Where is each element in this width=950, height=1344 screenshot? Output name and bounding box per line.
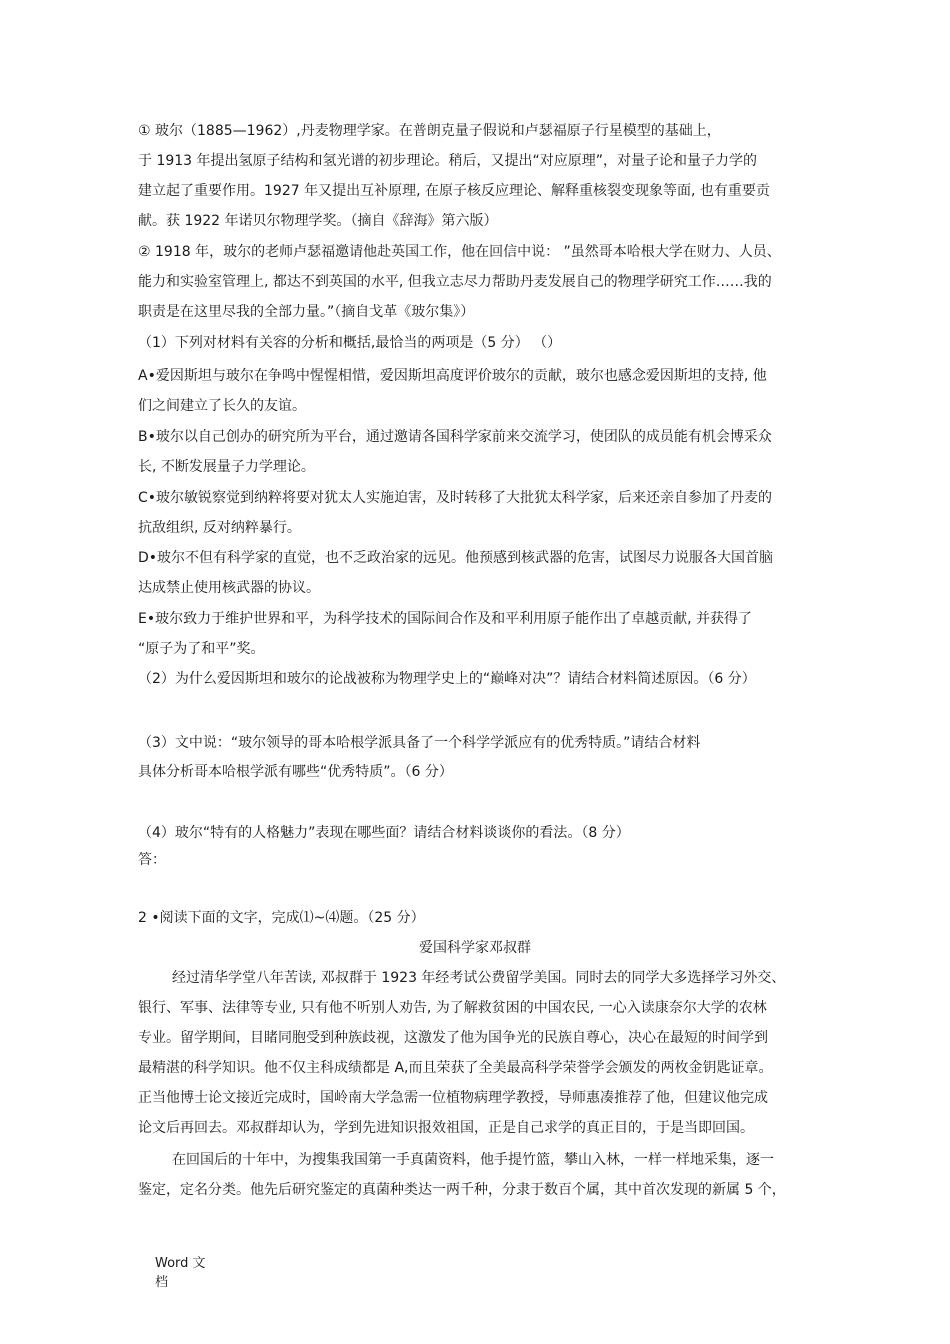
paragraph-1-line-2: 银行、军事、法律等专业, 只有他不听别人劝告, 为了解救贫困的中国农民, 一心入读康奈尔大学的农林 bbox=[138, 1000, 767, 1016]
material-2-line-3: 职责是在这里尽我的全部力量。”（摘自戈革《玻尔集》） bbox=[138, 304, 475, 320]
material-1-line-4: 献。获 1922 年诺贝尔物理学奖。（摘自《辞海》第六版） bbox=[138, 213, 498, 229]
question-2-stem: （2）为什么爱因斯坦和玻尔的论战被称为物理学史上的“巅峰对决”？请结合材料简述原因。（6 分） bbox=[138, 671, 756, 687]
material-2-line-1: ② 1918 年，玻尔的老师卢瑟福邀请他赴英国工作，他在回信中说： ”虽然哥本哈根大学在财力、人员、 bbox=[138, 244, 781, 260]
option-c-line-2: 抗敌组织, 反对纳粹暴行。 bbox=[138, 520, 301, 536]
footer-label-line-1: Word 文 bbox=[155, 1256, 206, 1271]
section-2-heading: 2 •阅读下面的文字，完成⑴~⑷题。（25 分） bbox=[138, 910, 425, 926]
option-a-line-1: A•爱因斯坦与玻尔在争鸣中惺惺相惜，爱因斯坦高度评价玻尔的贡献，玻尔也感念爱因斯坦的支持, 他 bbox=[138, 368, 767, 384]
option-b-line-2: 长, 不断发展量子力学理论。 bbox=[138, 459, 315, 475]
question-1-stem: （1）下列对材料有关容的分析和概括,最恰当的两项是（5 分） （） bbox=[138, 335, 562, 351]
article-title: 爱国科学家邓叔群 bbox=[419, 940, 531, 956]
paragraph-2-line-2: 鉴定，定名分类。他先后研究鉴定的真菌种类达一两千种，分隶于数百个属，其中首次发现的新属 5 个， bbox=[138, 1182, 786, 1198]
paragraph-2-line-1: 在回国后的十年中，为搜集我国第一手真菌资料，他手提竹篮，攀山入林，一样一样地采集，逐一 bbox=[172, 1152, 774, 1168]
footer-label-line-2: 档 bbox=[155, 1275, 169, 1290]
material-1-line-2: 于 1913 年提出氢原子结构和氢光谱的初步理论。稍后，又提出“对应原理”，对量子论和量子力学的 bbox=[138, 153, 758, 169]
paragraph-1-line-3: 专业。留学期间，目睹同胞受到种族歧视，这激发了他为国争光的民族自尊心，决心在最短的时间学到 bbox=[138, 1030, 768, 1046]
paragraph-1-line-5: 正当他博士论文接近完成时，国岭南大学急需一位植物病理学教授，导师惠凑推荐了他，但建议他完成 bbox=[138, 1090, 768, 1106]
option-a-line-2: 们之间建立了长久的友谊。 bbox=[138, 398, 306, 414]
question-3-line-1: （3）文中说：“玻尔领导的哥本哈根学派具备了一个科学学派应有的优秀特质。”请结合材料 bbox=[138, 735, 701, 751]
paragraph-1-line-1: 经过清华学堂八年苦读, 邓叔群于 1923 年经考试公费留学美国。同时去的同学大多选择学习外交、 bbox=[172, 970, 786, 986]
question-4-stem: （4）玻尔“特有的人格魅力”表现在哪些面？请结合材料谈谈你的看法。（8 分） bbox=[138, 825, 630, 841]
option-d-line-1: D•玻尔不但有科学家的直觉，也不乏政治家的远见。他预感到核武器的危害，试图尽力说服各大国首脑 bbox=[138, 550, 774, 566]
option-c-line-1: C•玻尔敏锐察觉到纳粹将要对犹太人实施迫害，及时转移了大批犹太科学家，后来还亲自参加了丹麦的 bbox=[138, 490, 773, 506]
option-d-line-2: 达成禁止使用核武器的协议。 bbox=[138, 580, 320, 596]
material-1-line-3: 建立起了重要作用。1927 年又提出互补原理, 在原子核反应理论、解释重核裂变现象等面, 也有重要贡 bbox=[138, 183, 770, 199]
option-e-line-2: “原子为了和平”奖。 bbox=[138, 641, 265, 657]
material-1-line-1: ① 玻尔（1885—1962）,丹麦物理学家。在普朗克量子假说和卢瑟福原子行星模型的基础上， bbox=[138, 123, 721, 139]
answer-label: 答： bbox=[138, 852, 166, 868]
option-e-line-1: E•玻尔致力于维护世界和平，为科学技术的国际间合作及和平利用原子能作出了卓越贡献, 并获得了 bbox=[138, 611, 753, 627]
paragraph-1-line-4: 最精湛的科学知识。他不仅主科成绩都是 A,而且荣获了全美最高科学荣誉学会颁发的两枚金钥匙证章。 bbox=[138, 1060, 773, 1076]
option-b-line-1: B•玻尔以自己创办的研究所为平台，通过邀请各国科学家前来交流学习，使团队的成员能有机会博采众 bbox=[138, 429, 772, 445]
paragraph-1-line-6: 论文后再回去。邓叔群却认为，学到先进知识报效祖国，正是自己求学的真正目的，于是当即回国。 bbox=[138, 1120, 754, 1136]
material-2-line-2: 能力和实验室管理上, 都达不到英国的水平, 但我立志尽力帮助丹麦发展自己的物理学研究工作……我的 bbox=[138, 274, 772, 290]
question-3-line-2: 具体分析哥本哈根学派有哪些“优秀特质”。（6 分） bbox=[138, 764, 453, 780]
